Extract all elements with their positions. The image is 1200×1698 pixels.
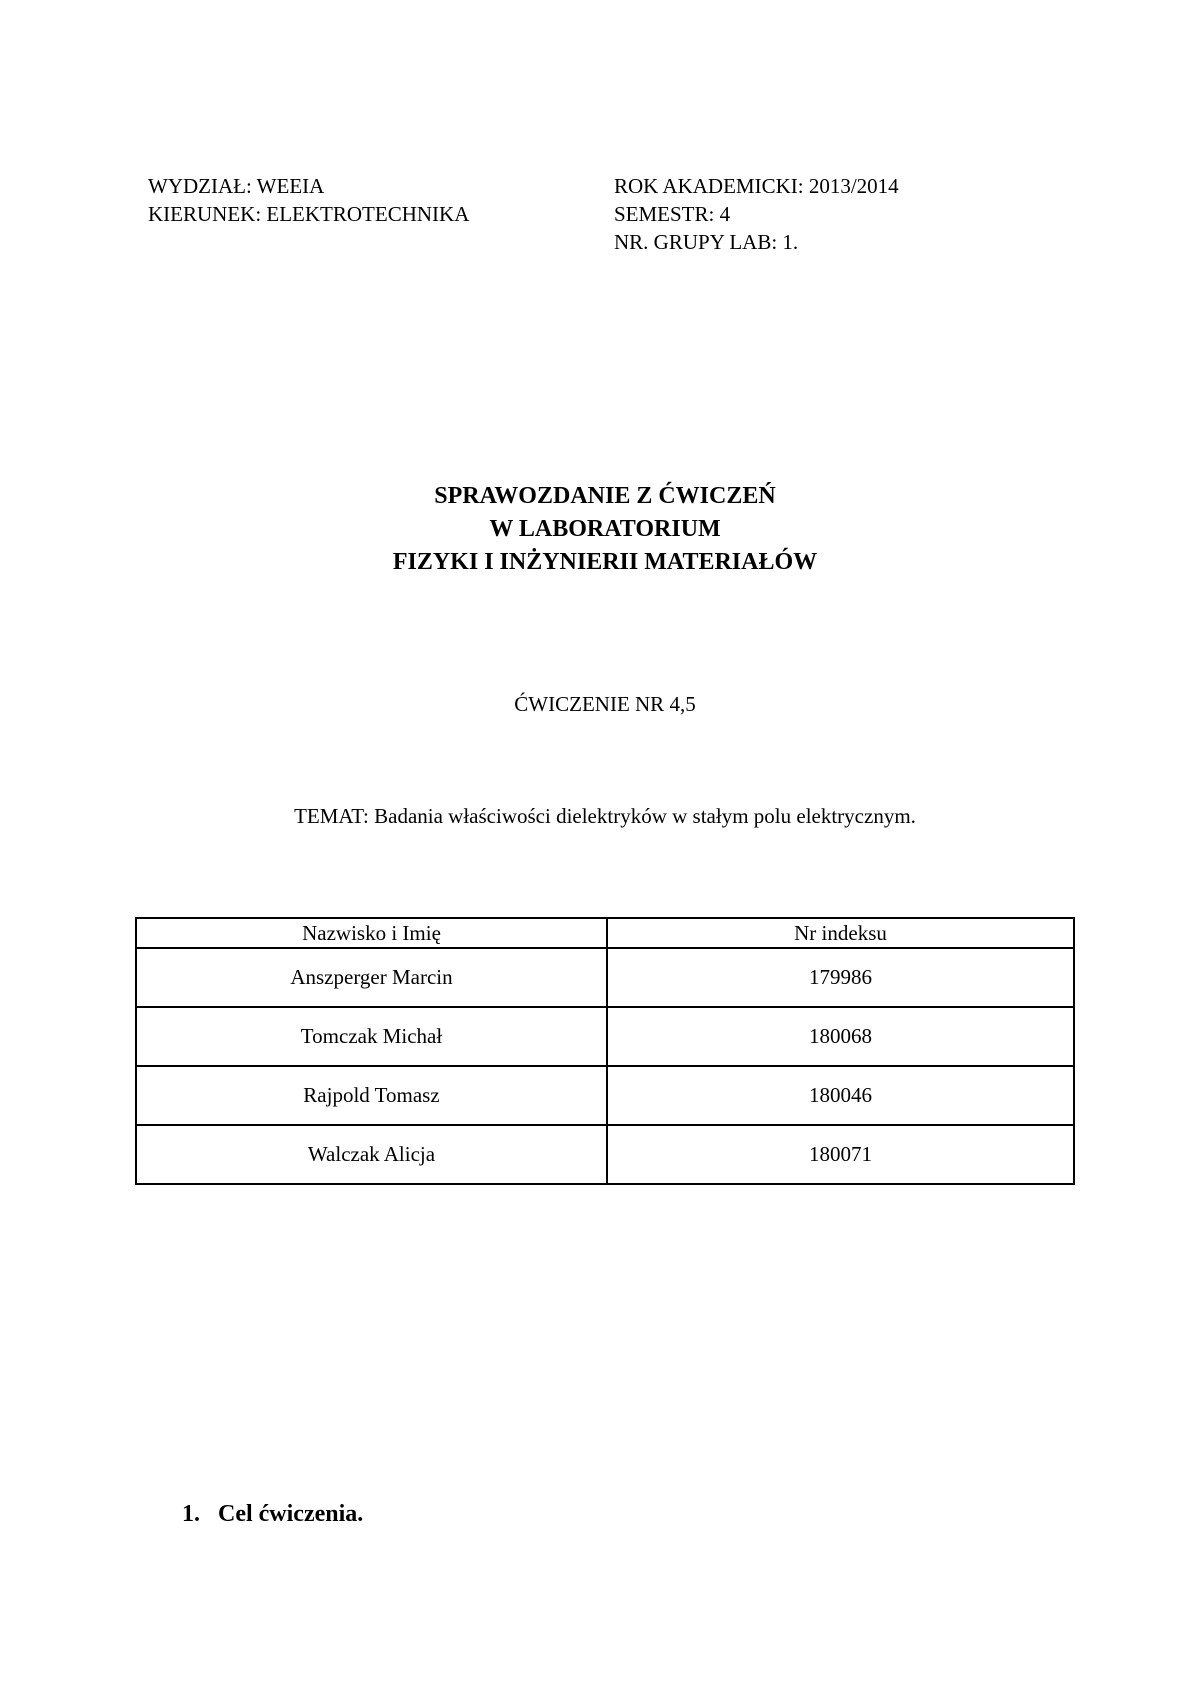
section-title: Cel ćwiczenia. (218, 1501, 364, 1527)
members-table (135, 917, 1075, 1185)
exercise-number: ĆWICZENIE NR 4,5 (514, 692, 696, 716)
table-row (136, 1007, 1074, 1066)
header-left (148, 172, 469, 228)
member-name: Anszperger Marcin (136, 948, 607, 1007)
member-index: 180068 (607, 1007, 1074, 1066)
faculty-label: WYDZIAŁ: WEEIA (148, 174, 325, 198)
member-index: 180071 (607, 1125, 1074, 1184)
table-header-row (136, 918, 1074, 948)
title-line-2: W LABORATORIUM (489, 516, 721, 542)
column-header-name: Nazwisko i Imię (136, 918, 607, 948)
member-index: 179986 (607, 948, 1074, 1007)
title-line-3: FIZYKI I INŻYNIERII MATERIAŁÓW (392, 549, 818, 575)
member-name: Rajpold Tomasz (136, 1066, 607, 1125)
member-name: Walczak Alicja (136, 1125, 607, 1184)
table-row (136, 948, 1074, 1007)
member-index: 180046 (607, 1066, 1074, 1125)
title-line-1: SPRAWOZDANIE Z ĆWICZEŃ (434, 483, 776, 509)
report-title (0, 480, 1200, 579)
table-row (136, 1125, 1074, 1184)
section-heading (182, 1498, 363, 1530)
lab-group-label: NR. GRUPY LAB: 1. (614, 230, 799, 254)
member-name: Tomczak Michał (136, 1007, 607, 1066)
header-right (614, 172, 899, 256)
column-header-index: Nr indeksu (607, 918, 1074, 948)
topic-line: TEMAT: Badania właściwości dielektryków w stałym polu elektrycznym. (294, 804, 916, 828)
table-row (136, 1066, 1074, 1125)
academic-year-label: ROK AKADEMICKI: 2013/2014 (614, 174, 899, 198)
semester-label: SEMESTR: 4 (614, 202, 731, 226)
field-of-study-label: KIERUNEK: ELEKTROTECHNIKA (148, 202, 470, 226)
section-number: 1. (182, 1501, 200, 1527)
